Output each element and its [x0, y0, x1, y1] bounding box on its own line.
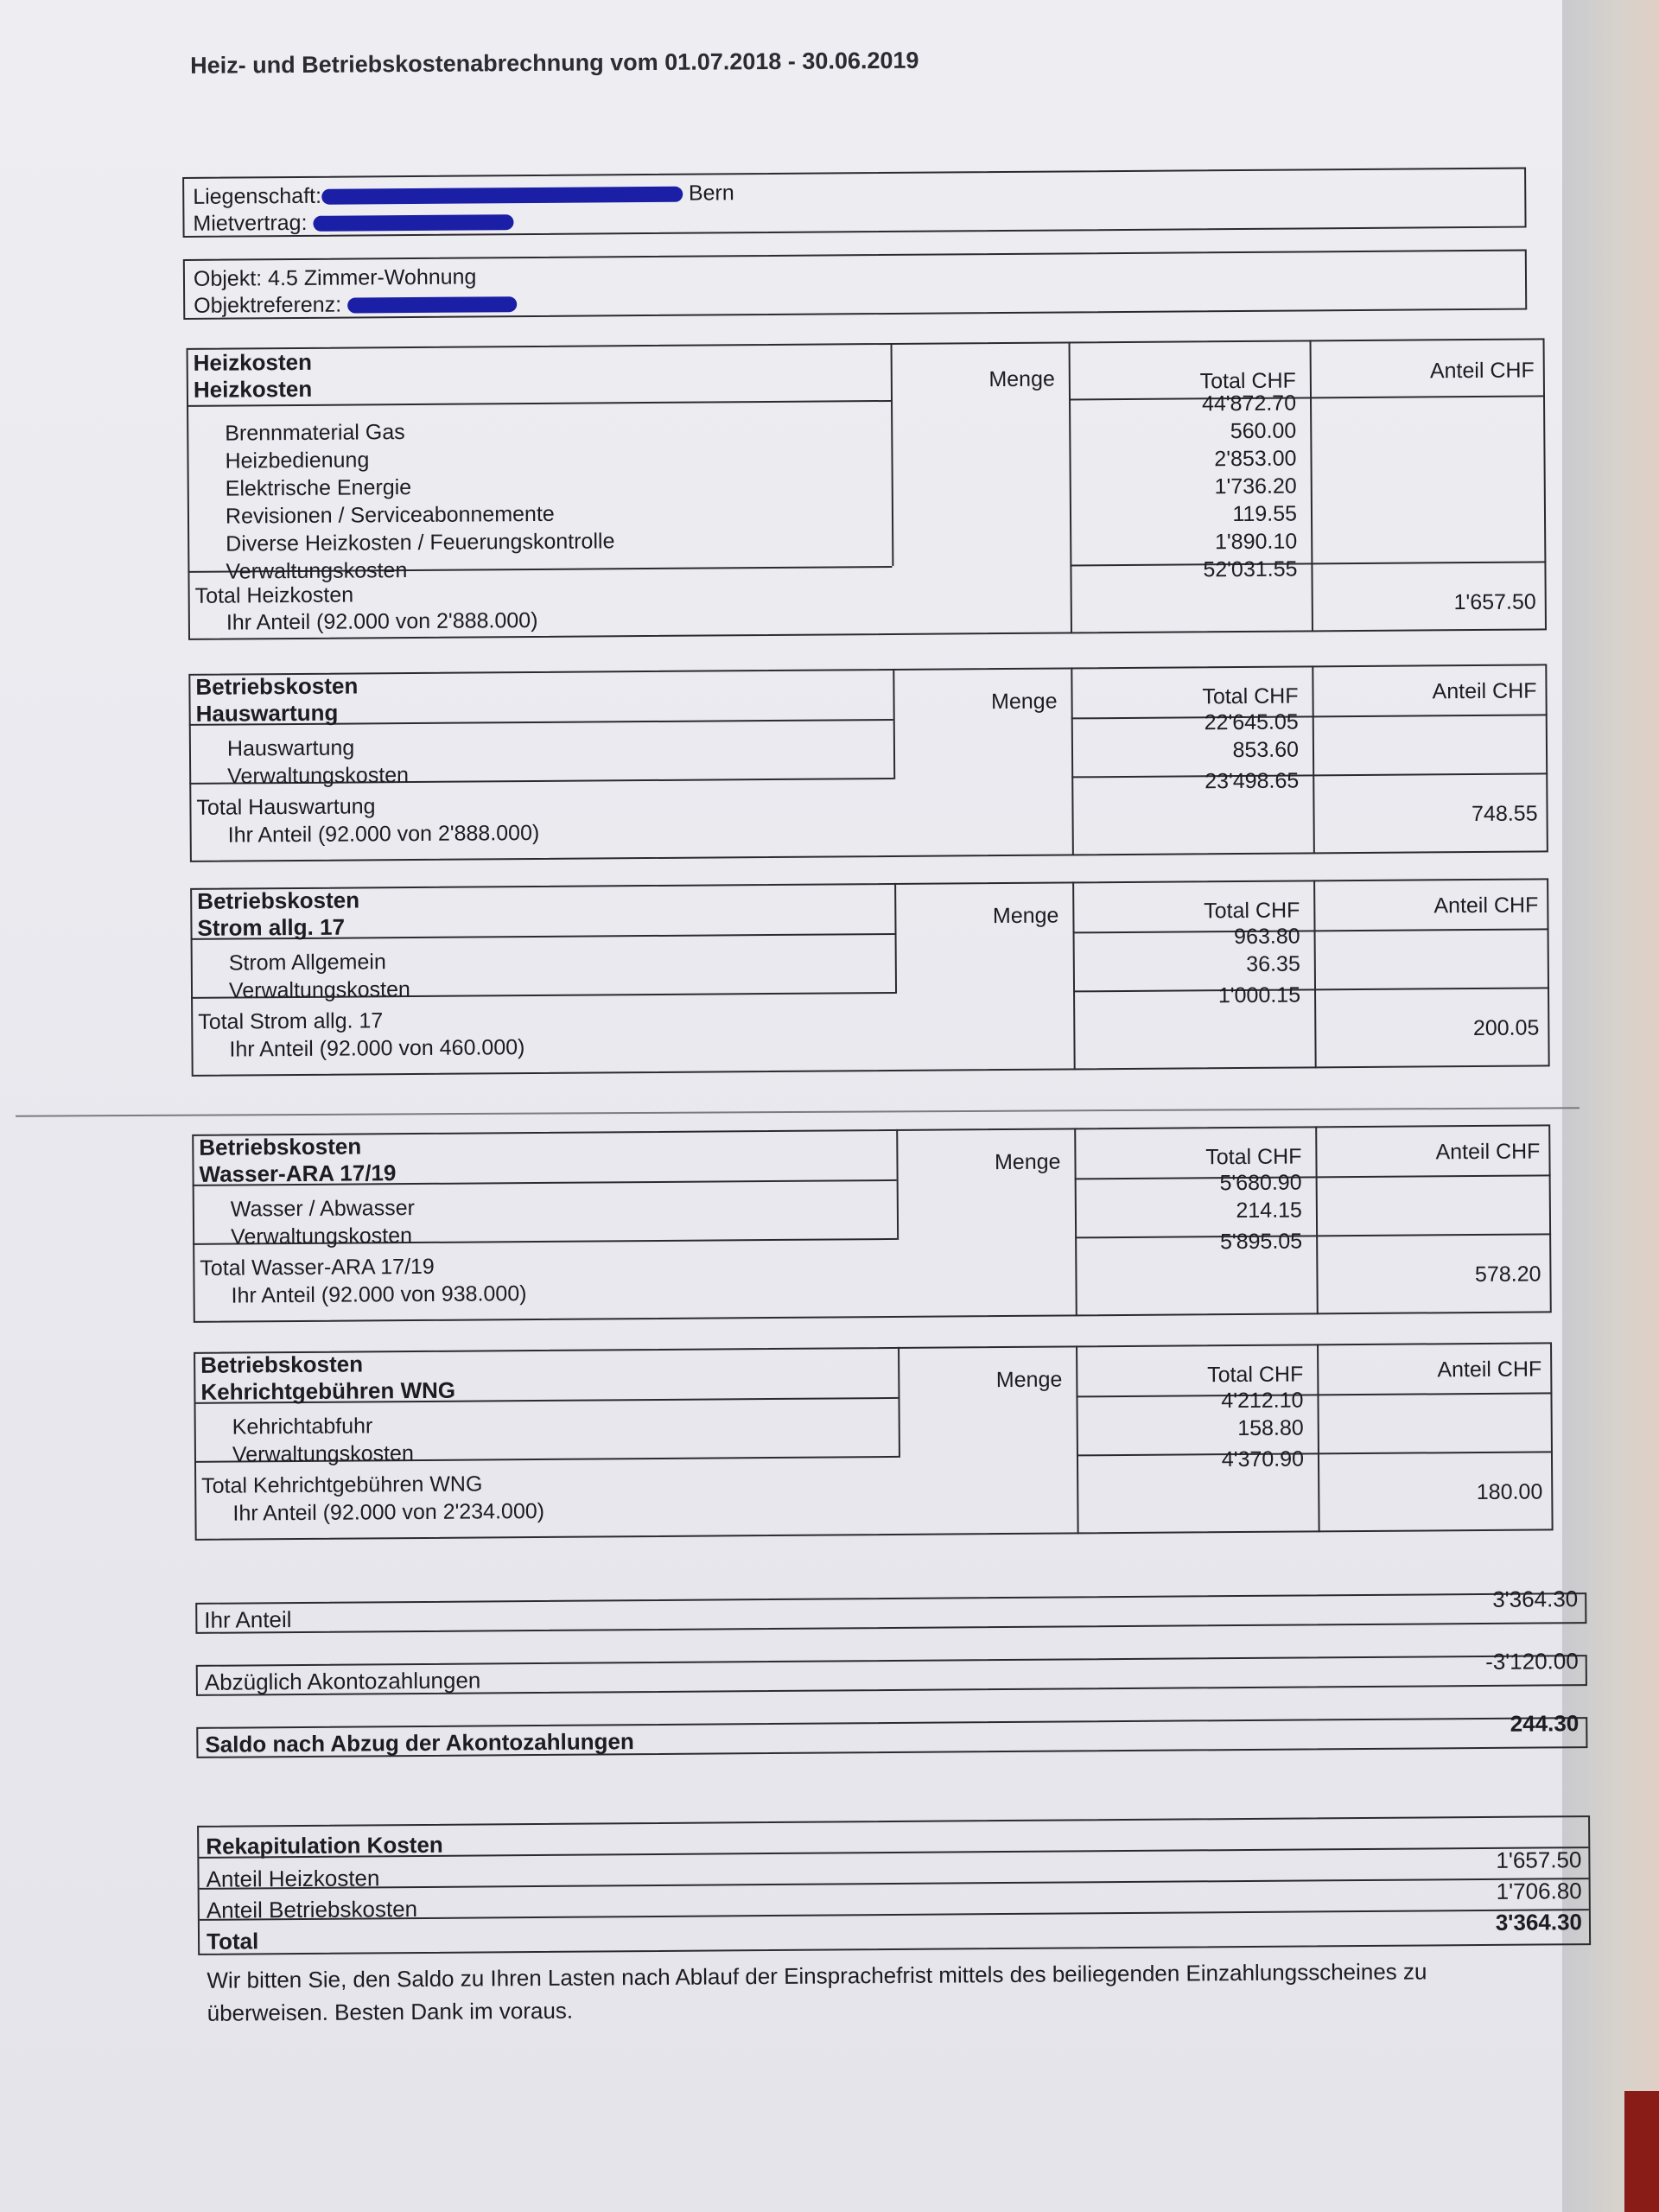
column-header-menge: Menge: [995, 1367, 1063, 1393]
section-total-label: Total Wasser-ARA 17/19: [200, 1254, 435, 1281]
section-share-label: Ihr Anteil (92.000 von 460.000): [229, 1035, 525, 1062]
line-item-total: 1'736.20: [1214, 474, 1297, 499]
column-header-anteil: Anteil CHF: [1432, 678, 1537, 704]
column-header-total: Total CHF: [1202, 683, 1299, 709]
recap-title: Rekapitulation Kosten: [206, 1831, 443, 1859]
line-item-label: Verwaltungskosten: [230, 1224, 413, 1249]
liegenschaft-city: Bern: [688, 181, 734, 206]
line-item-label: Verwaltungskosten: [228, 977, 410, 1003]
section-total-label: Total Kehrichtgebühren WNG: [201, 1471, 483, 1498]
cost-section-hauswartung: [188, 664, 1548, 862]
document-title: Heiz- und Betriebskostenabrechnung vom 01.07.2018 - 30.06.2019: [190, 47, 919, 79]
line-item-label: Diverse Heizkosten / Feuerungskontrolle: [226, 529, 615, 556]
summary-value: -3'120.00: [1485, 1648, 1579, 1675]
column-header-anteil: Anteil CHF: [1433, 893, 1539, 918]
line-item-label: Verwaltungskosten: [226, 558, 408, 584]
line-item-label: Verwaltungskosten: [232, 1441, 414, 1467]
section-header-group: Hauswartung: [195, 699, 339, 727]
line-item-total: 1'890.10: [1214, 529, 1298, 555]
section-share-label: Ihr Anteil (92.000 von 2'888.000): [227, 820, 540, 848]
line-item-label: Verwaltungskosten: [227, 763, 410, 789]
cost-section-wasser: [192, 1124, 1552, 1323]
column-header-menge: Menge: [988, 366, 1055, 392]
column-header-total: Total CHF: [1199, 368, 1296, 394]
line-item-total: 5'680.90: [1219, 1170, 1302, 1196]
line-item-label: Strom Allgemein: [228, 950, 386, 976]
section-total-label: Total Heizkosten: [194, 582, 354, 608]
column-header-menge: Menge: [994, 1149, 1061, 1175]
background-object: [1624, 2091, 1659, 2212]
line-item-total: 22'645.05: [1204, 709, 1299, 735]
redaction-mark: [321, 187, 683, 205]
line-item-total: 853.60: [1232, 737, 1300, 763]
section-total-value: 5'895.05: [1219, 1229, 1303, 1255]
section-header-category: Betriebskosten: [195, 672, 359, 700]
line-item-total: 963.80: [1234, 924, 1300, 950]
liegenschaft-label: Liegenschaft:: [193, 183, 322, 209]
line-item-label: Wasser / Abwasser: [230, 1196, 415, 1222]
column-header-menge: Menge: [992, 903, 1059, 929]
section-header-category: Betriebskosten: [197, 887, 360, 914]
section-share-value: 748.55: [1471, 801, 1538, 827]
section-share-value: 180.00: [1476, 1479, 1543, 1505]
column-header-anteil: Anteil CHF: [1437, 1357, 1542, 1382]
recap-label: Anteil Betriebskosten: [206, 1896, 418, 1923]
line-item-total: 44'872.70: [1201, 391, 1297, 416]
summary-value: 3'364.30: [1492, 1586, 1579, 1612]
section-header-group: Strom allg. 17: [197, 913, 346, 941]
objektreferenz-label: Objektreferenz:: [194, 292, 342, 318]
section-share-label: Ihr Anteil (92.000 von 938.000): [231, 1281, 527, 1308]
section-header-category: Heizkosten: [193, 348, 313, 376]
column-header-menge: Menge: [991, 689, 1058, 715]
section-total-value: 23'498.65: [1205, 768, 1300, 794]
footer-line: Wir bitten Sie, den Saldo zu Ihren Lasten nach Ablauf der Einsprachefrist mittels des beiliegenden Einzahlungsscheines zu: [207, 1958, 1427, 1993]
line-item-total: 158.80: [1237, 1415, 1304, 1441]
object-info-box: [183, 250, 1527, 320]
line-item-total: 560.00: [1230, 418, 1297, 444]
cost-section-strom: [190, 878, 1550, 1077]
objekt-row: Objekt: 4.5 Zimmer-Wohnung: [193, 264, 477, 291]
column-header-anteil: Anteil CHF: [1429, 358, 1535, 384]
section-header-group: Kehrichtgebühren WNG: [200, 1376, 456, 1405]
column-header-total: Total CHF: [1205, 1144, 1302, 1170]
line-item-total: 36.35: [1246, 951, 1300, 976]
recap-label: Anteil Heizkosten: [206, 1865, 380, 1892]
footer-line: überweisen. Besten Dank im voraus.: [207, 1997, 574, 2026]
footer-note: [207, 1954, 1573, 2030]
section-total-label: Total Strom allg. 17: [198, 1008, 384, 1034]
line-item-total: 4'212.10: [1221, 1388, 1304, 1414]
line-item-label: Brennmaterial Gas: [225, 420, 405, 446]
section-total-value: 52'031.55: [1203, 556, 1298, 582]
summary-value: 244.30: [1510, 1710, 1580, 1737]
summary-label: Abzüglich Akontozahlungen: [204, 1667, 481, 1695]
section-share-value: 200.05: [1472, 1015, 1540, 1041]
recap-value: 1'657.50: [1496, 1847, 1582, 1873]
recap-label: Total: [206, 1928, 259, 1955]
column-header-anteil: Anteil CHF: [1435, 1139, 1541, 1165]
section-share-label: Ihr Anteil (92.000 von 2'234.000): [232, 1498, 545, 1526]
column-header-total: Total CHF: [1204, 898, 1300, 924]
line-item-total: 119.55: [1232, 501, 1298, 527]
section-total-label: Total Hauswartung: [196, 794, 376, 820]
section-header-group: Heizkosten: [193, 375, 313, 403]
recap-box: [197, 1815, 1591, 1955]
section-total-value: 4'370.90: [1221, 1446, 1305, 1472]
redaction-mark: [347, 297, 517, 314]
redaction-mark: [313, 215, 513, 232]
line-item-label: Kehrichtabfuhr: [232, 1414, 373, 1440]
section-header-category: Betriebskosten: [199, 1133, 362, 1160]
section-share-value: 578.20: [1474, 1262, 1541, 1287]
recap-value: 1'706.80: [1496, 1878, 1582, 1904]
column-header-total: Total CHF: [1207, 1362, 1304, 1388]
section-share-value: 1'657.50: [1453, 589, 1536, 615]
line-item-label: Heizbedienung: [225, 448, 370, 474]
line-item-label: Revisionen / Serviceabonnemente: [225, 501, 555, 529]
line-item-total: 2'853.00: [1214, 446, 1297, 472]
cost-section-kehricht: [194, 1342, 1554, 1541]
property-info-box: [182, 168, 1526, 238]
cost-section-heizkosten: [187, 338, 1547, 640]
summary-label: Ihr Anteil: [204, 1606, 292, 1633]
section-header-group: Wasser-ARA 17/19: [199, 1160, 397, 1187]
recap-value: 3'364.30: [1495, 1909, 1583, 1936]
section-share-label: Ihr Anteil (92.000 von 2'888.000): [226, 607, 538, 635]
section-total-value: 1'000.15: [1217, 982, 1301, 1008]
line-item-label: Elektrische Energie: [225, 475, 412, 501]
summary-label: Saldo nach Abzug der Akontozahlungen: [205, 1728, 634, 1758]
line-item-total: 214.15: [1236, 1198, 1303, 1224]
mietvertrag-label: Mietvertrag:: [193, 210, 308, 236]
line-item-label: Hauswartung: [226, 735, 355, 761]
section-header-category: Betriebskosten: [200, 1351, 364, 1378]
